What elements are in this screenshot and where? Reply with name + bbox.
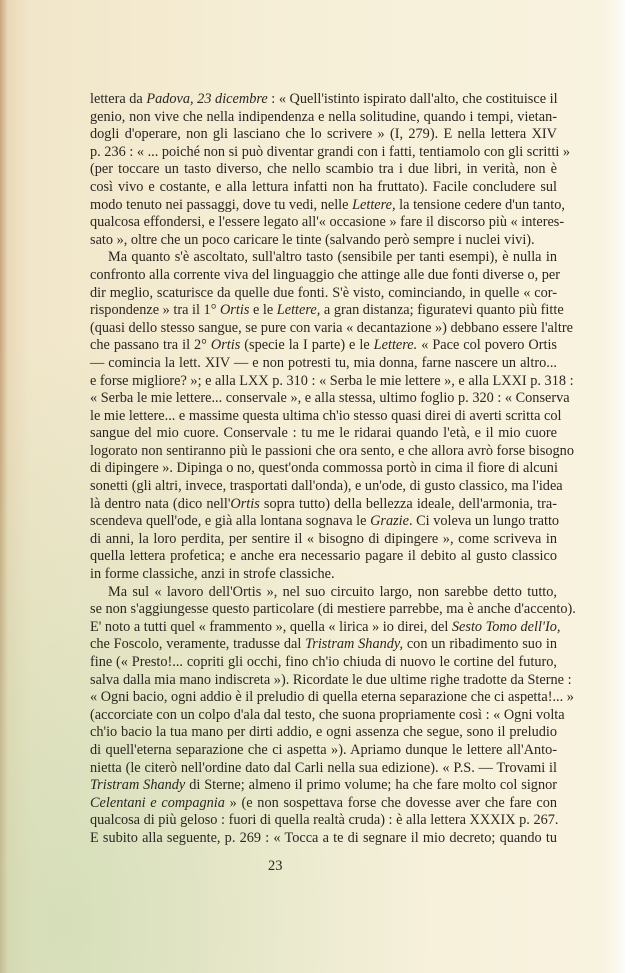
text-line bbox=[90, 285, 557, 303]
text-segment: quella lettera profetica; e anche era necessario pagare il debito al gusto classico bbox=[90, 548, 557, 565]
text-line bbox=[90, 232, 557, 250]
text-segment: genio, non vive che nella indipendenza e nella solitudine, quando i tempi, vietan- bbox=[90, 108, 557, 125]
text-segment: (per toccare un tasto diverso, che nello scambio tra i due libri, in verità, non è bbox=[90, 161, 557, 178]
text-line bbox=[90, 548, 557, 566]
text-segment: sato », oltre che un poco caricare le tinte (salvando però sempre i nuclei vivi). bbox=[90, 231, 535, 248]
text-segment: rispondenze » tra il 1° bbox=[90, 302, 220, 319]
text-line bbox=[90, 777, 557, 795]
text-segment: Ma quanto s'è ascoltato, sull'altro tasto (sensibile per tanti esempi), è nulla in bbox=[108, 249, 557, 266]
text-segment: qualcosa di più geloso : fuori di quella realtà cruda) : è alla lettera XXXIX p. 267. bbox=[90, 812, 559, 829]
text-segment: così vivo e costante, e alla lettura infatti non ha fruttato). Facile concludere sul bbox=[90, 178, 557, 195]
text-segment: la tensione cedere d'un tanto, bbox=[395, 196, 565, 213]
text-segment: p. 236 : « ... poiché non si può diventar grandi con i fatti, tentiamolo con gli scritti » bbox=[90, 143, 571, 160]
text-segment: sopra tutto) della bellezza ideale, dell'armonia, tra- bbox=[259, 495, 557, 512]
text-line bbox=[90, 496, 557, 514]
text-line bbox=[90, 91, 557, 109]
text-segment: e le bbox=[249, 302, 277, 319]
text-line bbox=[90, 601, 576, 619]
text-segment: nietta (le citerò nell'ordine dato dal Carli nella sua edizione). « P.S. — Trovami il bbox=[90, 759, 557, 776]
text-line bbox=[90, 812, 557, 830]
text-segment: di anni, la loro perdita, per sentire il « bisogno di dipingere », come scriveva in bbox=[90, 530, 557, 547]
text-line bbox=[90, 654, 557, 672]
page-body bbox=[90, 91, 576, 848]
text-line bbox=[90, 355, 557, 373]
text-segment: « Serba le mie lettere... conservale », e alla stessa, ultimo foglio p. 320 : « Conserva bbox=[90, 390, 570, 407]
text-segment: E subito alla seguente, p. 269 : « Tocca a te di segnare il mio decreto; quando tu bbox=[90, 829, 557, 846]
text-segment: logorato non sentiranno più le passioni che ora sento, e che allora avrò forse bisogno bbox=[90, 442, 574, 459]
text-segment: sangue del mio cuore. Conservale : tu me le ridarai quando l'età, e il mio cuore bbox=[90, 425, 557, 442]
text-segment: dogli d'operare, non gli lasciano che lo scrivere » (I, 279). E nella lettera XIV bbox=[90, 126, 557, 143]
text-segment: con un ribadimento suo in bbox=[403, 636, 557, 653]
text-line bbox=[90, 196, 565, 215]
text-line bbox=[90, 337, 557, 355]
text-line bbox=[90, 407, 562, 426]
text-line bbox=[90, 760, 557, 778]
text-segment: là dentro nata (dico nell' bbox=[90, 495, 231, 512]
italic-title-text: Grazie bbox=[370, 513, 409, 530]
text-line bbox=[90, 531, 557, 549]
text-line bbox=[90, 742, 557, 760]
text-segment: confronto alla corrente viva del linguaggio che attinge alle due fonti diverse o, per bbox=[90, 266, 561, 283]
scan-edge bbox=[625, 0, 640, 973]
text-segment: fine (« Presto!... copriti gli occhi, fino ch'io chiuda di nuovo le cortine del futuro, bbox=[90, 654, 557, 670]
text-line bbox=[90, 618, 561, 637]
text-segment: . Ci voleva un lungo tratto bbox=[408, 513, 560, 530]
text-segment: che Foscolo, veramente, tradusse dal bbox=[90, 636, 306, 653]
italic-title-text: Padova, 23 dicembre bbox=[146, 91, 268, 107]
text-segment: di dipingere ». Dipinga o no, quest'onda commossa portò in cima il fiore di alcuni bbox=[90, 460, 558, 477]
text-line bbox=[90, 830, 557, 848]
italic-title-text: Lettere, bbox=[352, 196, 396, 213]
text-segment: a gran distanza; figuratevi quanto più fitte bbox=[320, 302, 564, 319]
text-segment: « Pace col povero Ortis bbox=[417, 337, 557, 354]
text-segment: : « Quell'istinto ispirato dall'alto, che costituisce il bbox=[267, 91, 558, 107]
text-line bbox=[90, 302, 564, 320]
text-line bbox=[90, 478, 563, 496]
text-line bbox=[90, 795, 557, 813]
text-line bbox=[90, 214, 565, 232]
text-segment: (accorciate con un colpo d'ala dal testo, che suona propriamente così : « Ogni volta bbox=[90, 706, 565, 723]
page-number: 23 bbox=[268, 858, 283, 874]
text-segment: che passano tra il 2° bbox=[90, 337, 211, 354]
text-segment: se non s'aggiungesse questo particolare (di mestiere parrebbe, ma è anche d'accento). bbox=[90, 601, 576, 618]
italic-title-text: Celentani e compagnia bbox=[90, 794, 225, 811]
text-segment: le mie lettere... e massime questa ultima ch'io stesso quasi direi di averti scritta col bbox=[90, 407, 562, 424]
text-segment: di quell'eterna separazione che ci aspetta »). Apriamo dunque le lettere all'Anto- bbox=[90, 741, 557, 758]
text-segment: E' noto a tutti quel « frammento », quella « lirica » io direi, del bbox=[90, 618, 452, 635]
text-segment: e forse migliore? »; e alla LXX p. 310 : « Serba le mie lettere », e alla LXXI p. 318 : bbox=[90, 372, 574, 389]
text-line bbox=[90, 109, 557, 127]
italic-title-text: Ortis bbox=[219, 302, 250, 319]
text-line bbox=[90, 372, 574, 391]
text-line bbox=[90, 390, 570, 408]
text-line bbox=[90, 179, 557, 197]
text-segment: modo tenuto nei passaggi, dove tu vedi, nelle bbox=[90, 196, 353, 213]
text-segment: qualcosa effondersi, e l'essere legato all'« occasione » fare il discorso più « interes- bbox=[90, 214, 565, 231]
text-line bbox=[90, 584, 557, 602]
text-segment: scendeva quell'ode, e già alla lontana sognava le bbox=[90, 513, 371, 530]
text-segment: (quasi dello stesso sangue, se pure con varia « decantazione ») debbano essere l'altre bbox=[90, 319, 573, 336]
text-line bbox=[90, 161, 557, 179]
text-line bbox=[90, 266, 561, 285]
text-segment: ch'io bacio la tua mano per dirti addio, e ogni assenza che segue, sono il preludio bbox=[90, 724, 557, 741]
italic-title-text: Sesto Tomo dell'Io, bbox=[451, 618, 561, 635]
text-segment: (specie la I parte) e le bbox=[240, 337, 374, 354]
text-segment: dir meglio, scaturisce da quelle due fonti. S'è visto, cominciando, in quelle « cor- bbox=[90, 284, 557, 301]
text-line bbox=[90, 319, 573, 338]
text-line bbox=[90, 425, 557, 443]
text-line bbox=[90, 460, 557, 478]
text-segment: » (e non sospettava forse che dovesse aver che fare con bbox=[224, 794, 557, 811]
text-line bbox=[90, 706, 565, 725]
text-line bbox=[90, 689, 574, 707]
italic-title-text: Lettere, bbox=[276, 302, 321, 319]
text-segment: Ma sul « lavoro dell'Ortis », nel suo circuito largo, non sarebbe detto tutto, bbox=[108, 583, 557, 600]
text-segment: salva dalla mia mano indiscreta »). Ricordate le due ultime righe tradotte da Sterne : bbox=[90, 671, 572, 688]
italic-title-text: Tristram Shandy, bbox=[305, 636, 404, 653]
text-line bbox=[90, 442, 574, 461]
text-segment: in forme classiche, anzi in strofe classiche. bbox=[90, 566, 335, 583]
text-line bbox=[90, 636, 557, 654]
text-line bbox=[90, 724, 557, 742]
text-line bbox=[90, 126, 557, 144]
text-segment: « Ogni bacio, ogni addio è il preludio di quella eterna separazione che ci aspetta!... » bbox=[90, 689, 574, 706]
text-line bbox=[90, 566, 557, 584]
italic-title-text: Ortis bbox=[230, 495, 260, 512]
italic-title-text: Ortis bbox=[210, 337, 241, 354]
text-line bbox=[90, 513, 560, 531]
text-line bbox=[90, 143, 571, 162]
italic-title-text: Lettere. bbox=[373, 337, 418, 354]
text-segment: lettera da bbox=[90, 91, 147, 107]
text-line bbox=[90, 671, 572, 690]
italic-title-text: Tristram Shandy bbox=[90, 777, 186, 794]
text-segment: sonetti (gli altri, invece, trasportati dall'onda), e un'ode, di gusto classico, ma l'idea bbox=[90, 478, 563, 495]
text-segment: di Sterne; almeno il primo volume; ha che fare molto col signor bbox=[185, 777, 558, 794]
text-line bbox=[90, 249, 557, 267]
text-segment: — comincia la lett. XIV — e non potresti tu, mia donna, farne nascere un altro... bbox=[90, 354, 557, 371]
